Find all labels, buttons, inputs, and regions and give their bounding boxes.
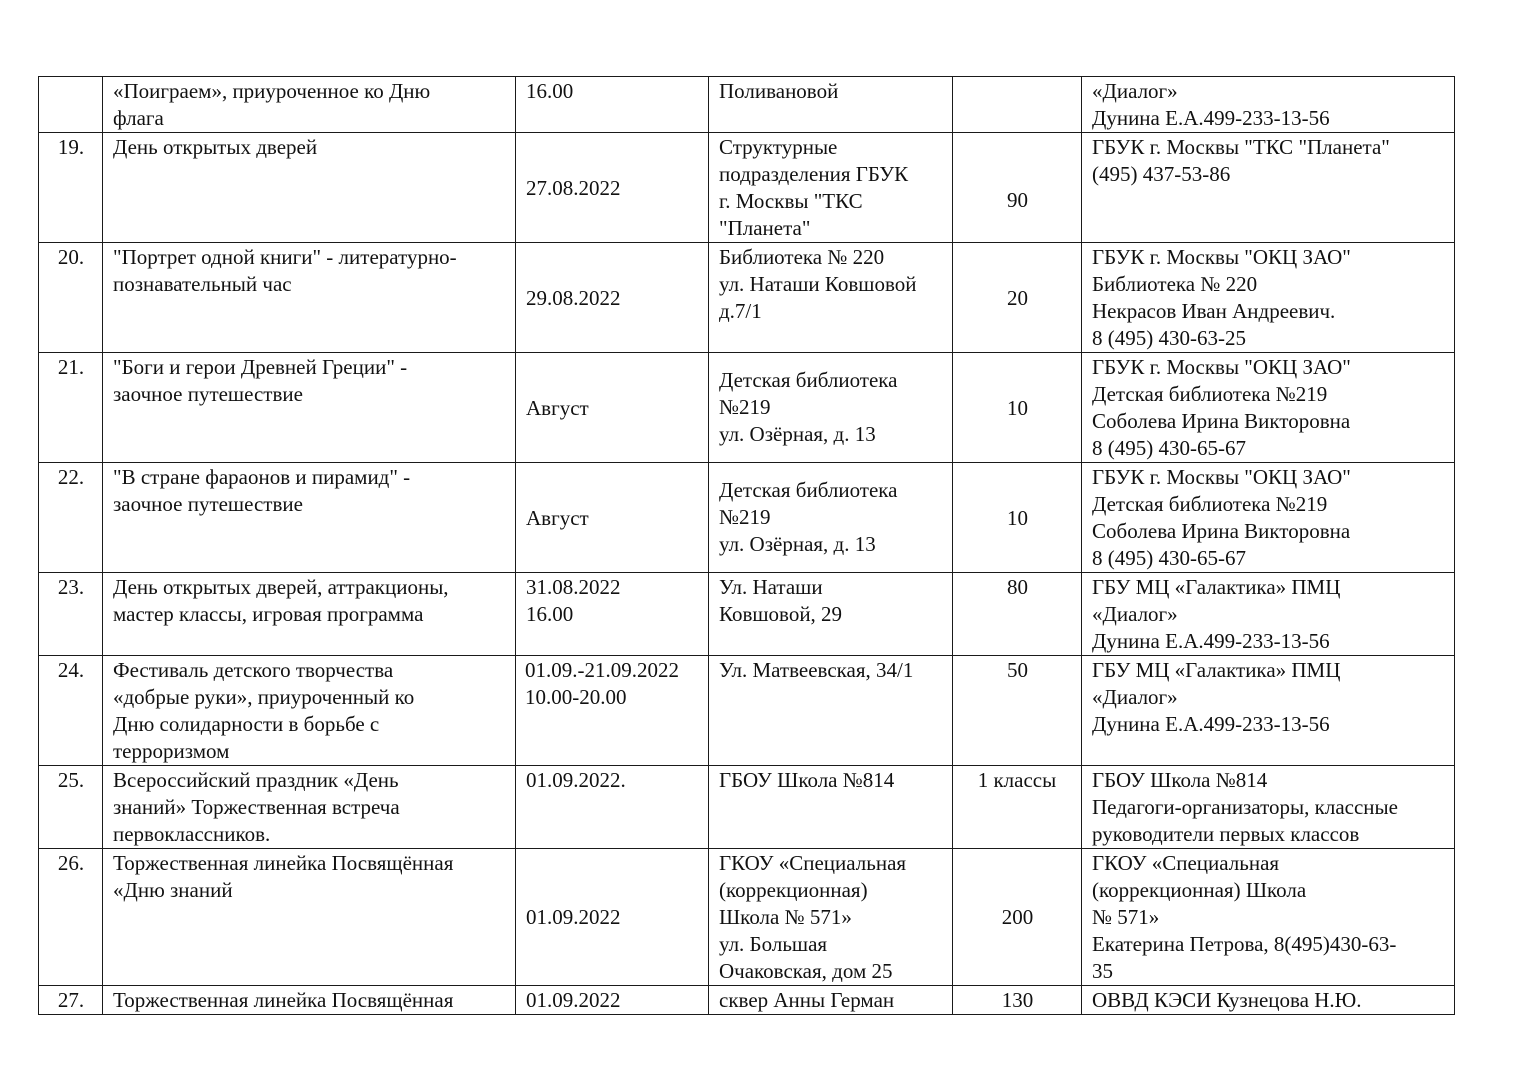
event-place: Детская библиотека №219 ул. Озёрная, д. 13 xyxy=(709,463,953,573)
event-title: День открытых дверей, аттракционы, мастер классы, игровая программа xyxy=(103,573,516,656)
participant-count: 20 xyxy=(953,243,1082,353)
table-row xyxy=(39,133,1455,243)
event-date: 01.09.2022. xyxy=(516,766,709,849)
table-row xyxy=(39,766,1455,849)
document-page xyxy=(38,76,1454,1015)
event-date: 29.08.2022 xyxy=(516,243,709,353)
table-row xyxy=(39,463,1455,573)
participant-count: 90 xyxy=(953,133,1082,243)
table-row xyxy=(39,849,1455,986)
organizer-contact: ГБУК г. Москвы "ОКЦ ЗАО" Детская библиотека №219 Соболева Ирина Викторовна 8 (495) 430-65-67 xyxy=(1082,353,1455,463)
event-title: "Портрет одной книги" - литературно- познавательный час xyxy=(103,243,516,353)
organizer-contact: ГБУ МЦ «Галактика» ПМЦ «Диалог» Дунина Е.А.499-233-13-56 xyxy=(1082,656,1455,766)
event-date: 01.09.-21.09.2022 10.00-20.00 xyxy=(516,656,709,766)
event-title: День открытых дверей xyxy=(103,133,516,243)
organizer-contact: ГБОУ Школа №814 Педагоги-организаторы, классные руководители первых классов xyxy=(1082,766,1455,849)
event-place: сквер Анны Герман xyxy=(709,986,953,1015)
organizer-contact: ГБУ МЦ «Галактика» ПМЦ «Диалог» Дунина Е.А.499-233-13-56 xyxy=(1082,573,1455,656)
event-title: Торжественная линейка Посвящённая xyxy=(103,986,516,1015)
event-place: Библиотека № 220 ул. Наташи Ковшовой д.7/1 xyxy=(709,243,953,353)
row-number: 23. xyxy=(39,573,103,656)
organizer-contact: ГБУК г. Москвы "ОКЦ ЗАО" Детская библиотека №219 Соболева Ирина Викторовна 8 (495) 430-65-67 xyxy=(1082,463,1455,573)
participant-count: 50 xyxy=(953,656,1082,766)
participant-count: 1 классы xyxy=(953,766,1082,849)
table-row xyxy=(39,243,1455,353)
row-number: 21. xyxy=(39,353,103,463)
table-row xyxy=(39,353,1455,463)
organizer-contact: «Диалог» Дунина Е.А.499-233-13-56 xyxy=(1082,77,1455,133)
event-place: Детская библиотека №219 ул. Озёрная, д. 13 xyxy=(709,353,953,463)
event-date: 01.09.2022 xyxy=(516,849,709,986)
event-title: Фестиваль детского творчества «добрые руки», приуроченный ко Дню солидарности в борьбе с терроризмом xyxy=(103,656,516,766)
participant-count: 200 xyxy=(953,849,1082,986)
row-number: 19. xyxy=(39,133,103,243)
events-table xyxy=(38,76,1455,1015)
event-place: Ул. Наташи Ковшовой, 29 xyxy=(709,573,953,656)
event-place: ГБОУ Школа №814 xyxy=(709,766,953,849)
event-title: Торжественная линейка Посвящённая «Дню знаний xyxy=(103,849,516,986)
event-date: 16.00 xyxy=(516,77,709,133)
table-row xyxy=(39,77,1455,133)
row-number: 20. xyxy=(39,243,103,353)
participant-count: 10 xyxy=(953,463,1082,573)
participant-count: 10 xyxy=(953,353,1082,463)
event-place: Поливановой xyxy=(709,77,953,133)
event-place: Ул. Матвеевская, 34/1 xyxy=(709,656,953,766)
event-date: 31.08.2022 16.00 xyxy=(516,573,709,656)
row-number: 25. xyxy=(39,766,103,849)
organizer-contact: ГБУК г. Москвы "ОКЦ ЗАО" Библиотека № 220 Некрасов Иван Андреевич. 8 (495) 430-63-25 xyxy=(1082,243,1455,353)
organizer-contact: ГБУК г. Москвы "ТКС "Планета" (495) 437-53-86 xyxy=(1082,133,1455,243)
table-row xyxy=(39,573,1455,656)
row-number xyxy=(39,77,103,133)
participant-count xyxy=(953,77,1082,133)
row-number: 24. xyxy=(39,656,103,766)
event-date: Август xyxy=(516,463,709,573)
event-date: 01.09.2022 xyxy=(516,986,709,1015)
row-number: 26. xyxy=(39,849,103,986)
event-title: "Боги и герои Древней Греции" - заочное путешествие xyxy=(103,353,516,463)
event-date: 27.08.2022 xyxy=(516,133,709,243)
organizer-contact: ОВВД КЭСИ Кузнецова Н.Ю. xyxy=(1082,986,1455,1015)
row-number: 27. xyxy=(39,986,103,1015)
participant-count: 130 xyxy=(953,986,1082,1015)
event-title: «Поиграем», приуроченное ко Дню флага xyxy=(103,77,516,133)
event-place: ГКОУ «Специальная (коррекционная) Школа № 571» ул. Большая Очаковская, дом 25 xyxy=(709,849,953,986)
event-title: "В стране фараонов и пирамид" - заочное путешествие xyxy=(103,463,516,573)
event-date: Август xyxy=(516,353,709,463)
table-row xyxy=(39,986,1455,1015)
participant-count: 80 xyxy=(953,573,1082,656)
event-place: Структурные подразделения ГБУК г. Москвы "ТКС "Планета" xyxy=(709,133,953,243)
event-title: Всероссийский праздник «День знаний» Торжественная встреча первоклассников. xyxy=(103,766,516,849)
organizer-contact: ГКОУ «Специальная (коррекционная) Школа № 571» Екатерина Петрова, 8(495)430-63- 35 xyxy=(1082,849,1455,986)
table-row xyxy=(39,656,1455,766)
row-number: 22. xyxy=(39,463,103,573)
